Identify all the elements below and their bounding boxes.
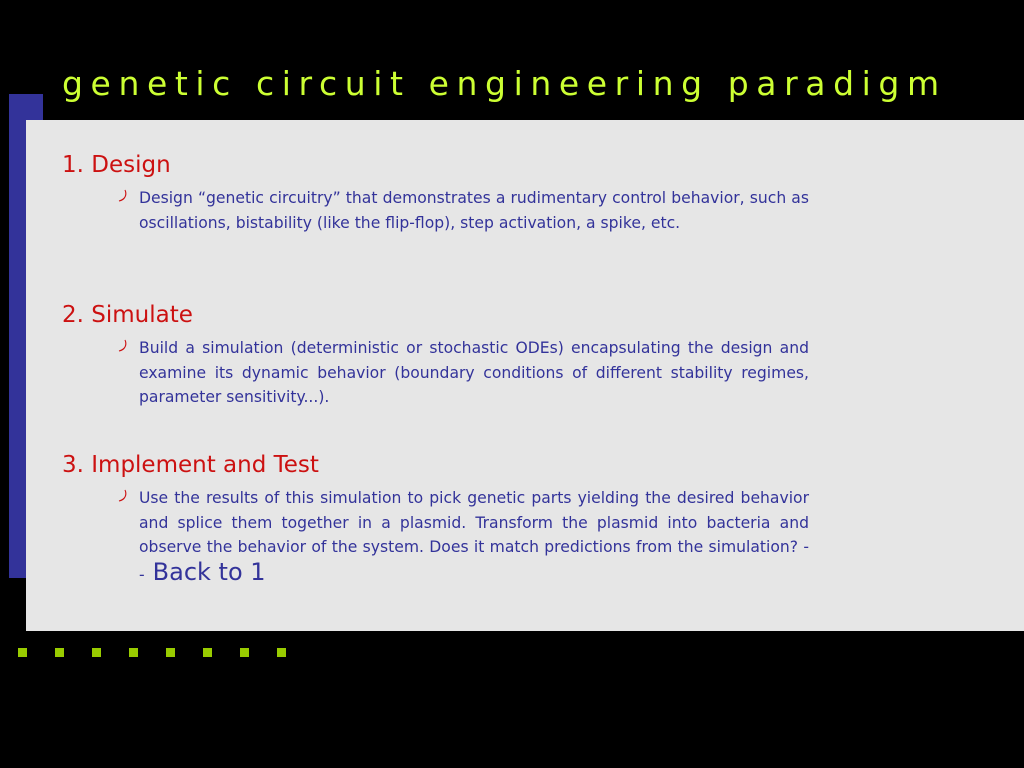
dot-icon	[203, 648, 212, 657]
slide-title: genetic circuit engineering paradigm	[62, 64, 947, 103]
decorative-dots	[18, 648, 318, 660]
bullet-text-body: Use the results of this simulation to pick genetic parts yielding the desired behavior and splice them together in a plasmid. Transform the plasmid into bacteria and observe the behavior of the system. Does it match predictions from the simulation? --	[139, 489, 809, 584]
section-heading: 1. Design	[62, 152, 171, 178]
dot-icon	[166, 648, 175, 657]
dot-icon	[240, 648, 249, 657]
bullet-item	[62, 486, 822, 587]
crescent-bullet-icon	[116, 487, 130, 505]
back-to-1-link[interactable]: Back to 1	[152, 557, 266, 586]
bullet-item	[62, 336, 822, 410]
section-implement-test	[62, 450, 822, 587]
section-heading: 3. Implement and Test	[62, 452, 319, 478]
crescent-bullet-icon	[116, 187, 130, 205]
dot-icon	[55, 648, 64, 657]
bullet-text: Build a simulation (deterministic or stochastic ODEs) encapsulating the design and examine its dynamic behavior (boundary conditions of different stability regimes, parameter sensitivity...).	[139, 339, 809, 406]
section-simulate	[62, 300, 822, 410]
section-heading: 2. Simulate	[62, 302, 193, 328]
crescent-bullet-icon	[116, 337, 130, 355]
dot-icon	[92, 648, 101, 657]
section-design	[62, 150, 822, 235]
bullet-text	[139, 486, 809, 587]
dot-icon	[129, 648, 138, 657]
bullet-text: Design “genetic circuitry” that demonstrates a rudimentary control behavior, such as oscillations, bistability (like the flip-flop), step activation, a spike, etc.	[139, 189, 809, 232]
bullet-item	[62, 186, 822, 235]
dot-icon	[18, 648, 27, 657]
dot-icon	[277, 648, 286, 657]
